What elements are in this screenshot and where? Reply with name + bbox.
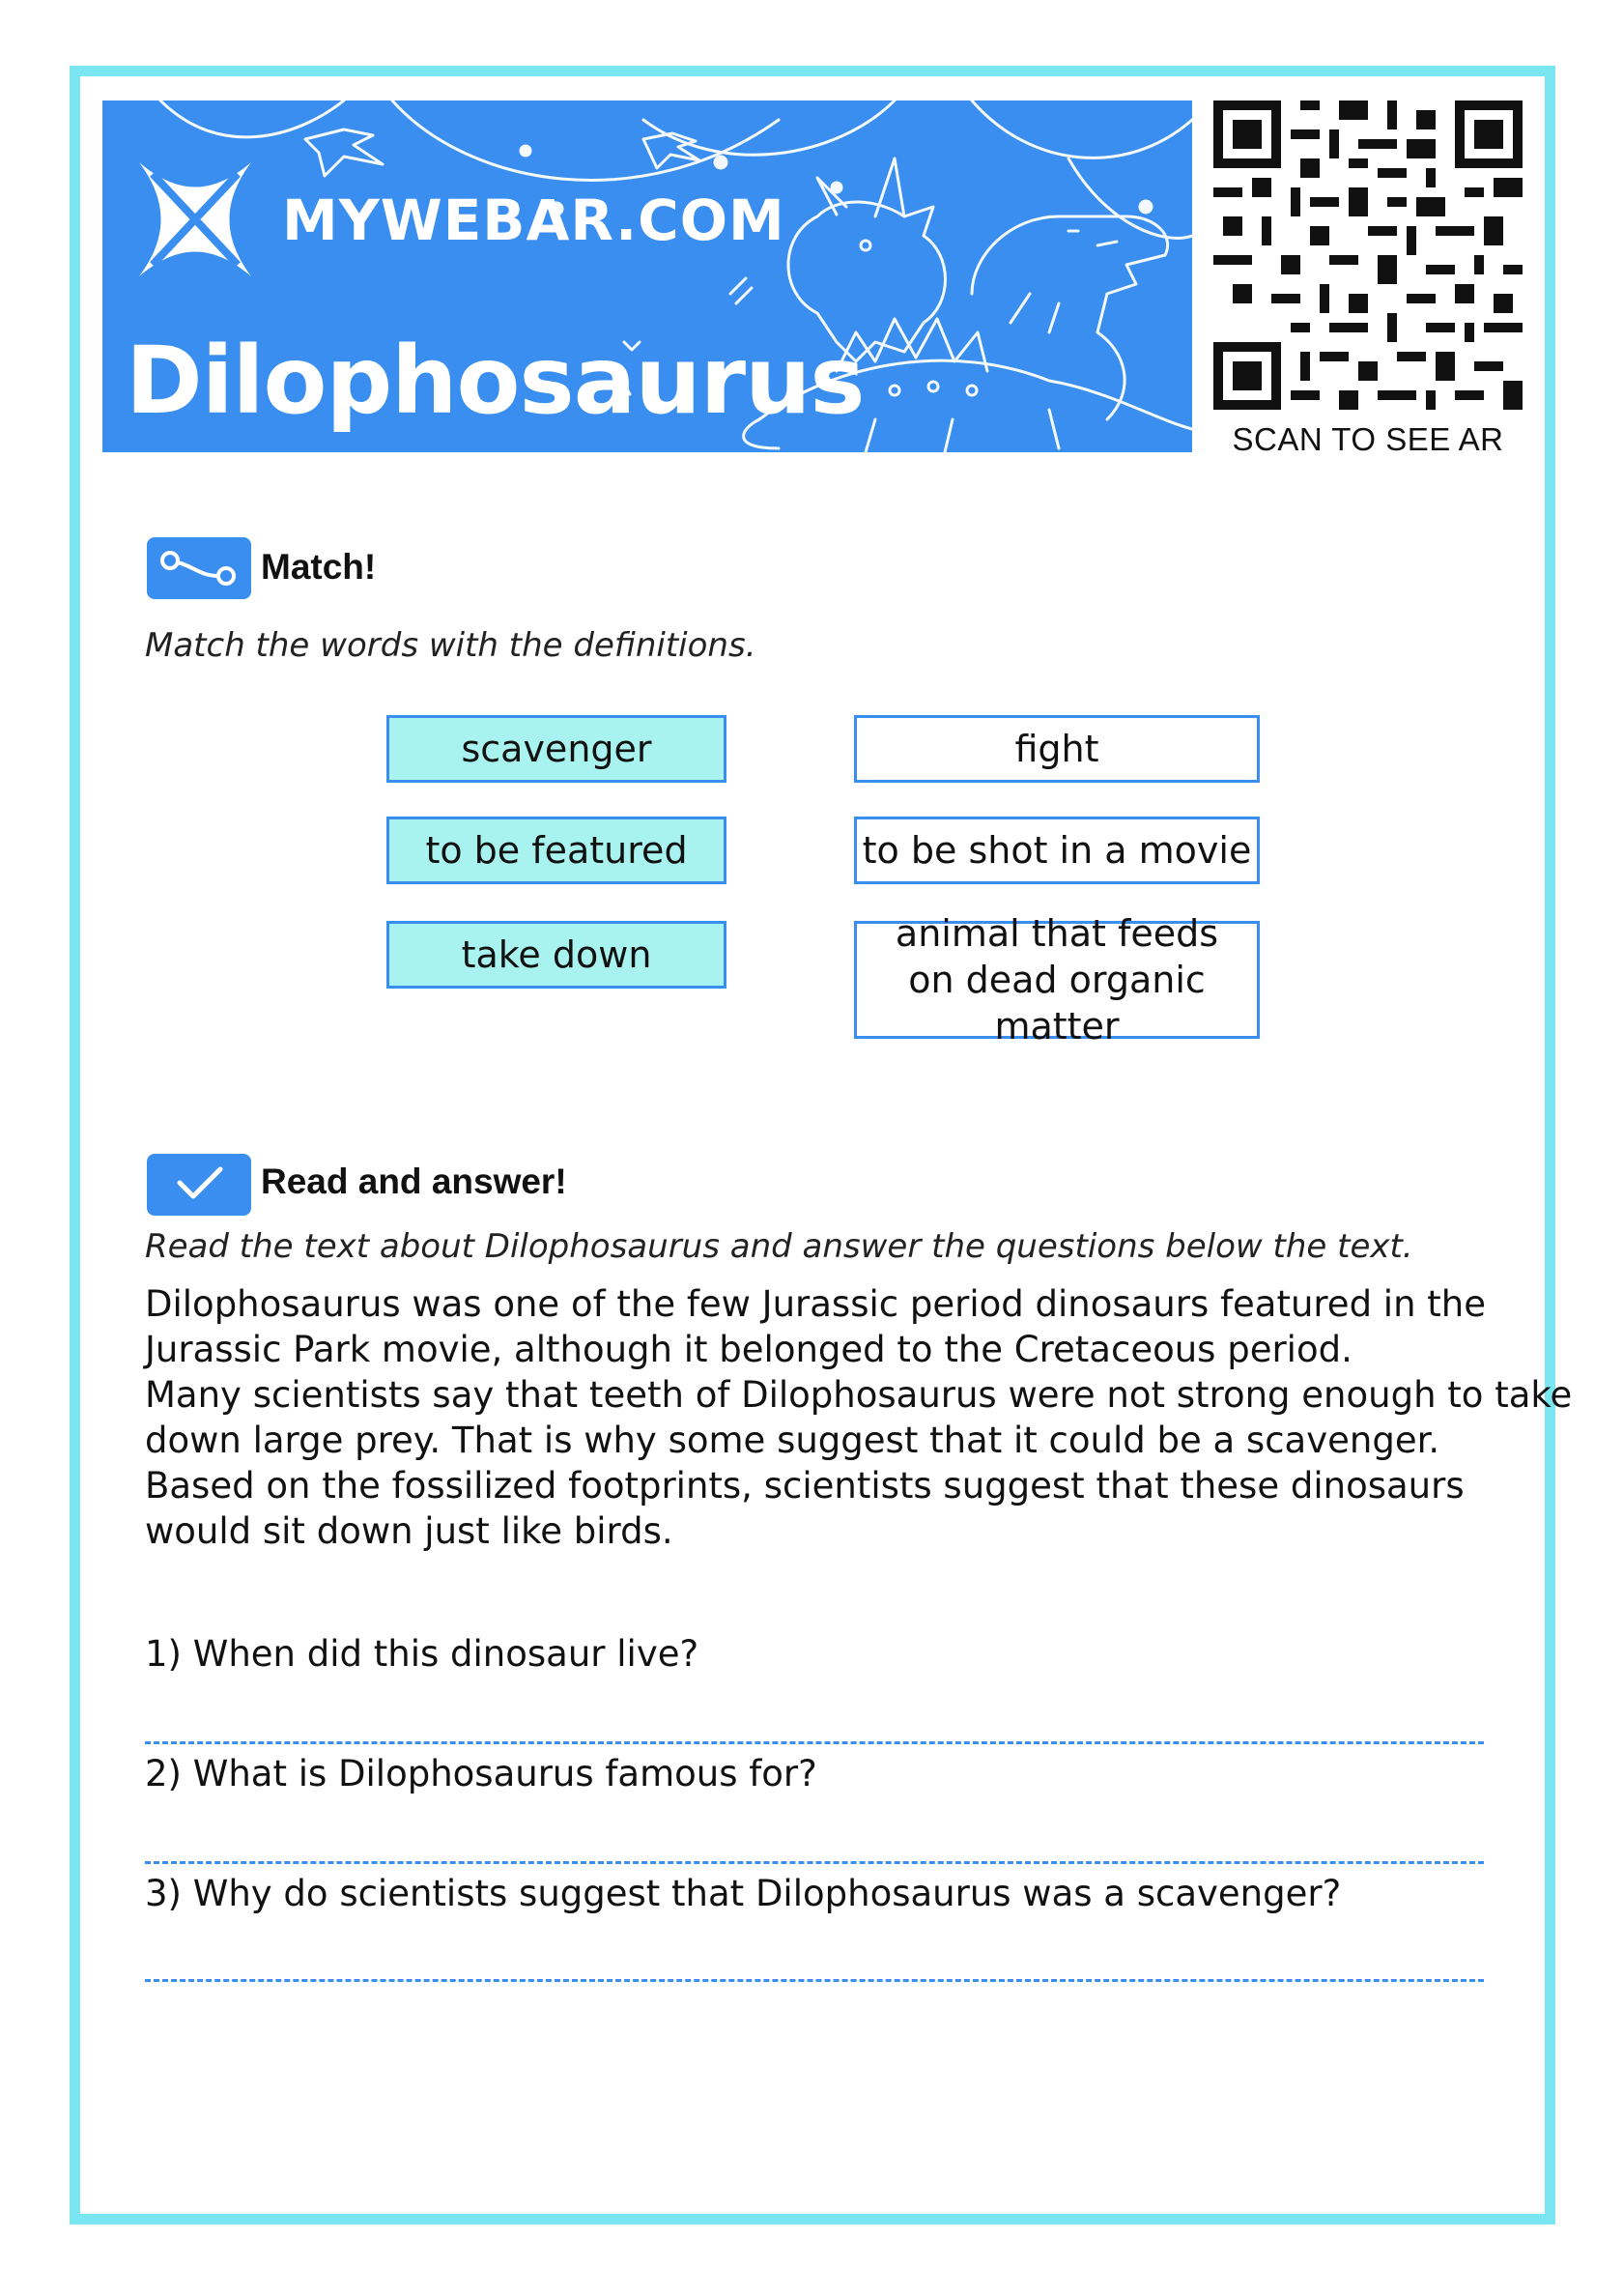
read-title: Read and answer! xyxy=(261,1162,567,1201)
answer-line-2[interactable] xyxy=(145,1861,1484,1864)
question-2: 2) What is Dilophosaurus famous for? xyxy=(145,1753,817,1794)
header-banner xyxy=(102,100,1192,452)
page-title: Dilophosaurus xyxy=(126,327,865,435)
qr-caption: SCAN TO SEE AR xyxy=(1232,421,1504,457)
brand-name: MYWEBAR.COM xyxy=(282,187,785,253)
match-word[interactable]: to be featured xyxy=(386,817,726,884)
question-3: 3) Why do scientists suggest that Dilophosaurus was a scavenger? xyxy=(145,1873,1342,1914)
match-word[interactable]: take down xyxy=(386,921,726,989)
passage-line: down large prey. That is why some suggest that it could be a scavenger. xyxy=(145,1420,1440,1461)
passage-line: Many scientists say that teeth of Dilophosaurus were not strong enough to take xyxy=(145,1374,1573,1416)
match-title: Match! xyxy=(261,547,377,587)
match-definition[interactable]: animal that feeds on dead organic matter xyxy=(854,921,1260,1039)
passage-line: Jurassic Park movie, although it belonged to the Cretaceous period. xyxy=(145,1329,1352,1370)
match-instruction: Match the words with the definitions. xyxy=(145,626,756,665)
passage-line: Dilophosaurus was one of the few Jurassic period dinosaurs featured in the xyxy=(145,1283,1487,1325)
match-word[interactable]: scavenger xyxy=(386,715,726,783)
connect-icon xyxy=(147,537,251,599)
qr-code[interactable] xyxy=(1213,100,1523,410)
read-instruction: Read the text about Dilophosaurus and answer the questions below the text. xyxy=(145,1227,1413,1266)
answer-line-3[interactable] xyxy=(145,1979,1484,1982)
passage-line: Based on the fossilized footprints, scientists suggest that these dinosaurs xyxy=(145,1465,1465,1507)
mywebar-logo-icon xyxy=(129,157,261,282)
passage-line: would sit down just like birds. xyxy=(145,1510,673,1552)
answer-line-1[interactable] xyxy=(145,1741,1484,1744)
match-definition[interactable]: to be shot in a movie xyxy=(854,817,1260,884)
match-definition[interactable]: fight xyxy=(854,715,1260,783)
reading-passage xyxy=(145,1281,1573,1554)
checkmark-icon xyxy=(147,1154,251,1216)
question-1: 1) When did this dinosaur live? xyxy=(145,1633,699,1675)
